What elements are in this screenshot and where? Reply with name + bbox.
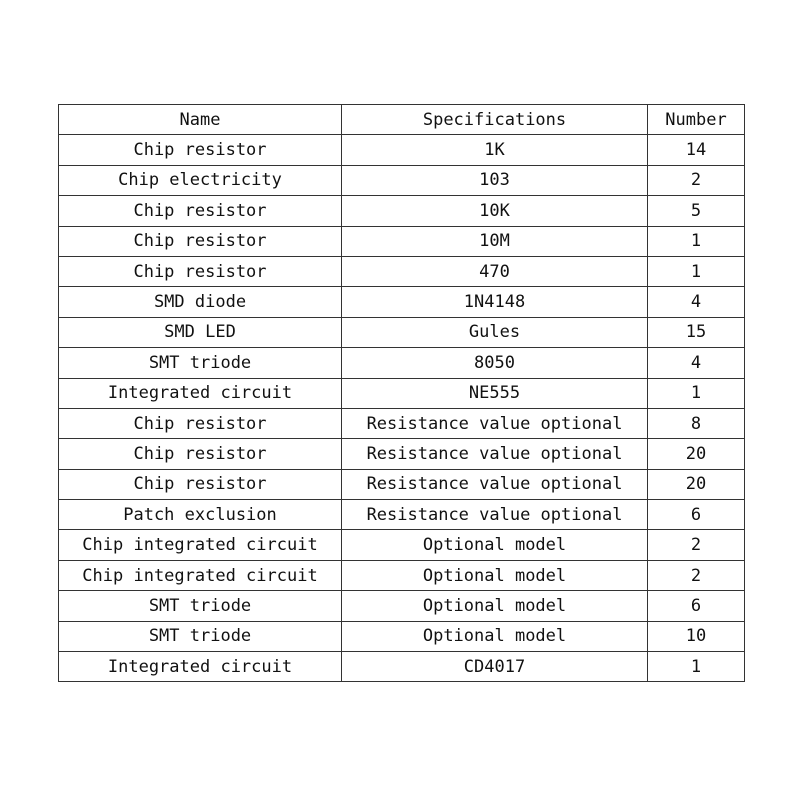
cell-number: 15 xyxy=(648,317,745,347)
cell-number: 5 xyxy=(648,196,745,226)
cell-specification: Optional model xyxy=(342,621,648,651)
cell-number: 8 xyxy=(648,408,745,438)
cell-specification: Gules xyxy=(342,317,648,347)
cell-number: 1 xyxy=(648,652,745,682)
cell-specification: 1N4148 xyxy=(342,287,648,317)
table-header-row xyxy=(59,105,745,135)
table-row xyxy=(59,348,745,378)
cell-number: 20 xyxy=(648,439,745,469)
cell-specification: Resistance value optional xyxy=(342,439,648,469)
table-row xyxy=(59,530,745,560)
cell-name: Chip resistor xyxy=(59,469,342,499)
cell-specification: Optional model xyxy=(342,560,648,590)
table-row xyxy=(59,135,745,165)
cell-specification: 8050 xyxy=(342,348,648,378)
cell-number: 2 xyxy=(648,530,745,560)
cell-number: 2 xyxy=(648,560,745,590)
table-row xyxy=(59,591,745,621)
cell-name: Chip resistor xyxy=(59,256,342,286)
cell-specification: 10K xyxy=(342,196,648,226)
cell-name: Patch exclusion xyxy=(59,500,342,530)
cell-specification: 1K xyxy=(342,135,648,165)
cell-number: 10 xyxy=(648,621,745,651)
cell-name: Chip integrated circuit xyxy=(59,530,342,560)
cell-specification: Resistance value optional xyxy=(342,469,648,499)
table-row xyxy=(59,408,745,438)
table-row xyxy=(59,165,745,195)
cell-number: 4 xyxy=(648,348,745,378)
cell-name: Chip electricity xyxy=(59,165,342,195)
cell-name: SMT triode xyxy=(59,621,342,651)
cell-number: 1 xyxy=(648,256,745,286)
cell-name: Chip integrated circuit xyxy=(59,560,342,590)
cell-specification: CD4017 xyxy=(342,652,648,682)
cell-number: 4 xyxy=(648,287,745,317)
cell-number: 6 xyxy=(648,500,745,530)
cell-name: Integrated circuit xyxy=(59,378,342,408)
cell-name: Chip resistor xyxy=(59,408,342,438)
cell-number: 1 xyxy=(648,378,745,408)
cell-name: Chip resistor xyxy=(59,135,342,165)
table-row xyxy=(59,226,745,256)
cell-specification: Optional model xyxy=(342,530,648,560)
table-row xyxy=(59,652,745,682)
cell-number: 20 xyxy=(648,469,745,499)
header-number: Number xyxy=(648,105,745,135)
table-row xyxy=(59,317,745,347)
cell-specification: NE555 xyxy=(342,378,648,408)
cell-name: Chip resistor xyxy=(59,196,342,226)
cell-name: SMT triode xyxy=(59,591,342,621)
table-row xyxy=(59,621,745,651)
header-specifications: Specifications xyxy=(342,105,648,135)
cell-number: 14 xyxy=(648,135,745,165)
cell-name: Chip resistor xyxy=(59,226,342,256)
cell-number: 6 xyxy=(648,591,745,621)
table-row xyxy=(59,287,745,317)
cell-name: SMD diode xyxy=(59,287,342,317)
table-row xyxy=(59,560,745,590)
cell-number: 1 xyxy=(648,226,745,256)
cell-name: SMD LED xyxy=(59,317,342,347)
table-body xyxy=(59,135,745,682)
table-row xyxy=(59,196,745,226)
component-table xyxy=(58,104,745,682)
cell-specification: Resistance value optional xyxy=(342,408,648,438)
cell-specification: 470 xyxy=(342,256,648,286)
table-row xyxy=(59,469,745,499)
table-row xyxy=(59,256,745,286)
cell-name: Integrated circuit xyxy=(59,652,342,682)
table-row xyxy=(59,439,745,469)
table-row xyxy=(59,378,745,408)
cell-specification: 103 xyxy=(342,165,648,195)
cell-specification: 10M xyxy=(342,226,648,256)
header-name: Name xyxy=(59,105,342,135)
cell-specification: Optional model xyxy=(342,591,648,621)
cell-specification: Resistance value optional xyxy=(342,500,648,530)
cell-name: Chip resistor xyxy=(59,439,342,469)
table-row xyxy=(59,500,745,530)
cell-number: 2 xyxy=(648,165,745,195)
cell-name: SMT triode xyxy=(59,348,342,378)
